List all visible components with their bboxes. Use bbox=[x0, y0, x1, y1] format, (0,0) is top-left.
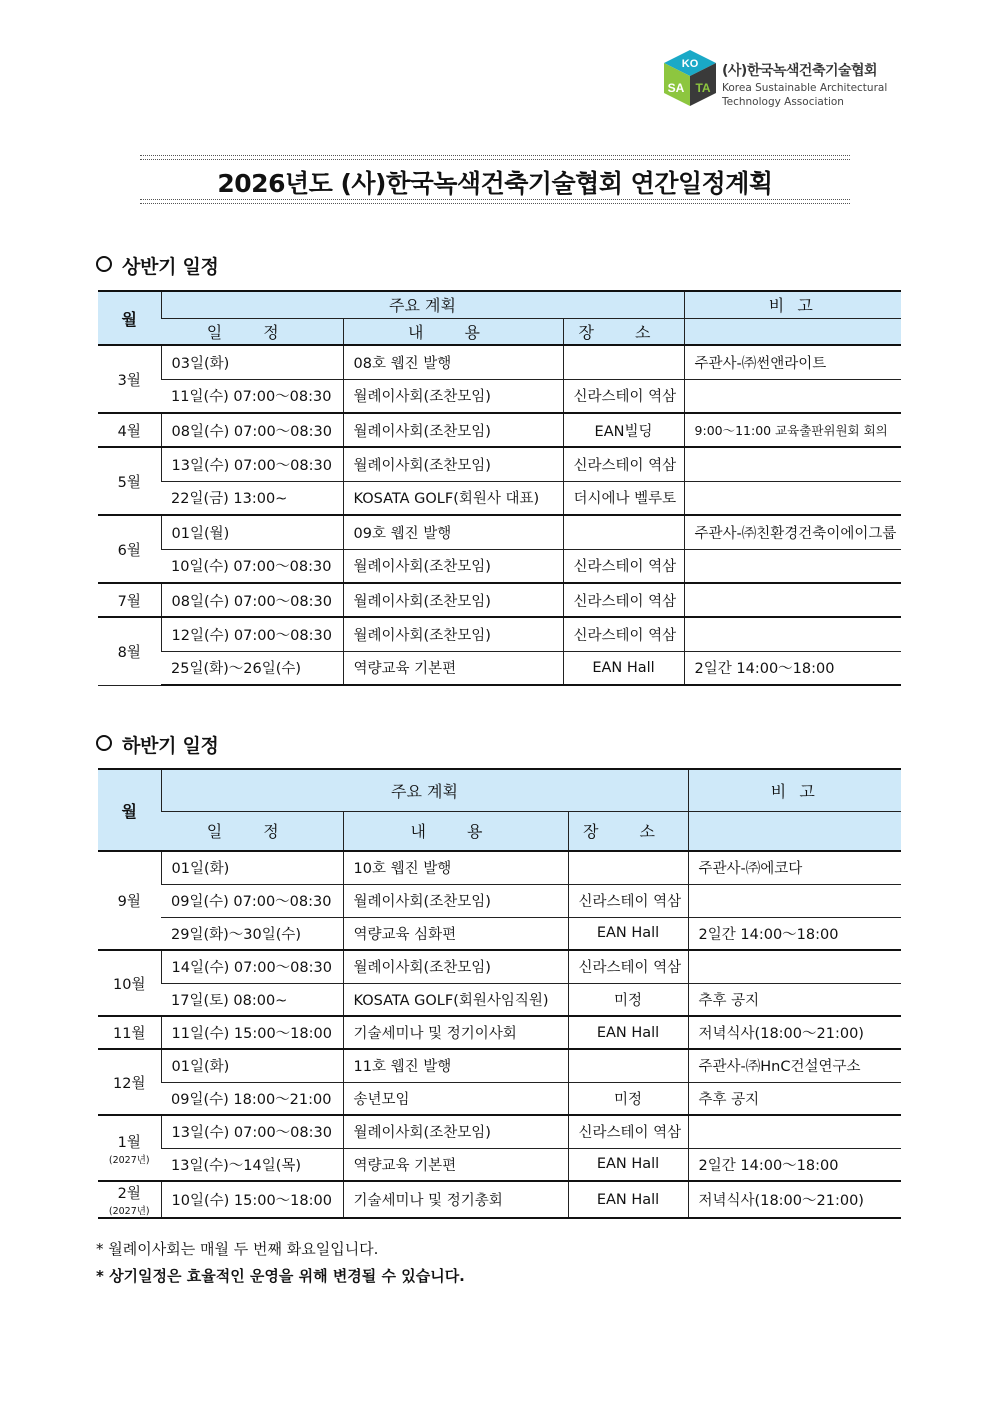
first-half-body bbox=[98, 345, 901, 685]
place-cell: 신라스테이 역삼 bbox=[568, 884, 688, 917]
month-label: 10월 bbox=[113, 976, 146, 993]
table-row bbox=[98, 950, 901, 983]
month-label: 6월 bbox=[117, 542, 141, 559]
logo-name-en-2: Technology Association bbox=[722, 96, 844, 108]
header-content: 내 용 bbox=[343, 318, 563, 345]
table-row bbox=[98, 651, 901, 685]
note-cell bbox=[684, 617, 901, 651]
content-cell: 11호 웹진 발행 bbox=[343, 1049, 568, 1082]
place-cell: 신라스테이 역삼 bbox=[563, 447, 684, 481]
second-half-schedule-table bbox=[98, 768, 901, 1219]
note-schedule-change: * 상기일정은 효율적인 운영을 위해 변경될 수 있습니다. bbox=[96, 1267, 465, 1285]
place-cell: 신라스테이 역삼 bbox=[563, 617, 684, 651]
table-row bbox=[98, 1016, 901, 1049]
title-rule bbox=[140, 159, 850, 160]
content-cell: 월례이사회(조찬모임) bbox=[343, 583, 563, 617]
note-cell: 추후 공지 bbox=[688, 983, 901, 1016]
second-half-body bbox=[98, 851, 901, 1218]
table-row bbox=[98, 549, 901, 583]
content-cell: 월례이사회(조찬모임) bbox=[343, 549, 563, 583]
second-half-heading-text: 하반기 일정 bbox=[122, 735, 219, 757]
content-cell: KOSATA GOLF(회원사임직원) bbox=[343, 983, 568, 1016]
date-cell: 03일(화) bbox=[161, 345, 343, 379]
association-logo bbox=[660, 48, 900, 118]
date-cell: 25일(화)～26일(수) bbox=[161, 651, 343, 685]
table-row bbox=[98, 851, 901, 884]
note-cell bbox=[684, 481, 901, 515]
header-note-empty bbox=[688, 811, 901, 851]
month-year-label: (2027년) bbox=[108, 1154, 150, 1166]
content-cell: 역량교육 기본편 bbox=[343, 651, 563, 685]
note-cell bbox=[684, 447, 901, 481]
month-cell bbox=[98, 1049, 161, 1115]
note-cell: 저녁식사(18:00～21:00) bbox=[688, 1181, 901, 1218]
title-rule bbox=[140, 203, 850, 204]
content-cell: 월례이사회(조찬모임) bbox=[343, 884, 568, 917]
circle-bullet-icon bbox=[96, 256, 112, 272]
date-cell: 14일(수) 07:00～08:30 bbox=[161, 950, 343, 983]
content-cell: 08호 웹진 발행 bbox=[343, 345, 563, 379]
note-cell: 2일간 14:00～18:00 bbox=[684, 651, 901, 685]
date-cell: 10일(수) 15:00～18:00 bbox=[161, 1181, 343, 1218]
place-cell: EAN Hall bbox=[568, 1181, 688, 1218]
table-row bbox=[98, 1082, 901, 1115]
first-half-schedule-table bbox=[98, 290, 901, 686]
content-cell: 09호 웹진 발행 bbox=[343, 515, 563, 549]
month-label: 9월 bbox=[117, 894, 141, 910]
place-cell: 신라스테이 역삼 bbox=[568, 1115, 688, 1148]
table-row bbox=[98, 515, 901, 549]
note-cell: 9:00～11:00 교육출판위원회 회의 bbox=[684, 413, 901, 447]
place-cell: EAN Hall bbox=[563, 651, 684, 685]
place-cell bbox=[563, 345, 684, 379]
table-row bbox=[98, 1049, 901, 1082]
date-cell: 08일(수) 07:00～08:30 bbox=[161, 583, 343, 617]
month-label: 2월 bbox=[117, 1186, 141, 1202]
header-plan: 주요 계획 bbox=[161, 769, 688, 811]
note-cell bbox=[688, 1115, 901, 1148]
table-row bbox=[98, 1148, 901, 1181]
content-cell: 역량교육 심화편 bbox=[343, 917, 568, 950]
second-half-heading bbox=[96, 731, 219, 758]
date-cell: 12일(수) 07:00～08:30 bbox=[161, 617, 343, 651]
logo-name-ko: (사)한국녹색건축기술협회 bbox=[722, 63, 878, 79]
note-cell bbox=[688, 884, 901, 917]
month-cell bbox=[98, 583, 161, 617]
header-place: 장 소 bbox=[563, 318, 684, 345]
header-note-empty bbox=[684, 318, 901, 345]
table-row bbox=[98, 1181, 901, 1218]
date-cell: 01일(화) bbox=[161, 1049, 343, 1082]
date-cell: 01일(화) bbox=[161, 851, 343, 884]
note-cell: 주관사-㈜친환경건축이에이그룹 bbox=[684, 515, 901, 549]
month-label: 12월 bbox=[113, 1075, 146, 1092]
place-cell: EAN Hall bbox=[568, 917, 688, 950]
content-cell: 월례이사회(조찬모임) bbox=[343, 617, 563, 651]
content-cell: 기술세미나 및 정기총회 bbox=[343, 1181, 568, 1218]
place-cell: 신라스테이 역삼 bbox=[563, 583, 684, 617]
kosata-cube-icon bbox=[660, 48, 720, 116]
header-plan: 주요 계획 bbox=[161, 291, 684, 318]
logo-mark-ta: TA bbox=[695, 81, 711, 95]
title-rule bbox=[140, 155, 850, 156]
logo-name-en-1: Korea Sustainable Architectural bbox=[722, 82, 888, 94]
header-place: 장 소 bbox=[568, 811, 688, 851]
place-cell: EAN Hall bbox=[568, 1148, 688, 1181]
date-cell: 29일(화)～30일(수) bbox=[161, 917, 343, 950]
date-cell: 09일(수) 18:00～21:00 bbox=[161, 1082, 343, 1115]
month-cell bbox=[98, 1016, 161, 1049]
month-label: 7월 bbox=[117, 593, 141, 610]
month-cell bbox=[98, 515, 161, 583]
content-cell: 송년모임 bbox=[343, 1082, 568, 1115]
date-cell: 17일(토) 08:00~ bbox=[161, 983, 343, 1016]
header-date: 일 정 bbox=[161, 811, 343, 851]
header-date: 일 정 bbox=[161, 318, 343, 345]
header-month: 월 bbox=[98, 769, 161, 851]
date-cell: 13일(수) 07:00～08:30 bbox=[161, 1115, 343, 1148]
table-row bbox=[98, 447, 901, 481]
table-row bbox=[98, 884, 901, 917]
date-cell: 09일(수) 07:00～08:30 bbox=[161, 884, 343, 917]
place-cell bbox=[568, 851, 688, 884]
place-cell bbox=[568, 1049, 688, 1082]
page-title: 2026년도 (사)한국녹색건축기술협회 연간일정계획 bbox=[217, 169, 773, 198]
content-cell: 월례이사회(조찬모임) bbox=[343, 950, 568, 983]
circle-bullet-icon bbox=[96, 735, 112, 751]
month-label: 5월 bbox=[117, 474, 141, 491]
table-row bbox=[98, 345, 901, 379]
month-label: 3월 bbox=[117, 372, 141, 389]
table-row bbox=[98, 413, 901, 447]
content-cell: 기술세미나 및 정기이사회 bbox=[343, 1016, 568, 1049]
content-cell: 월례이사회(조찬모임) bbox=[343, 413, 563, 447]
first-half-heading bbox=[96, 252, 219, 279]
place-cell bbox=[563, 515, 684, 549]
date-cell: 11일(수) 15:00～18:00 bbox=[161, 1016, 343, 1049]
note-cell: 2일간 14:00～18:00 bbox=[688, 1148, 901, 1181]
note-board-meeting: * 월례이사회는 매월 두 번째 화요일입니다. bbox=[96, 1240, 379, 1258]
note-cell: 2일간 14:00～18:00 bbox=[688, 917, 901, 950]
place-cell: EAN빌딩 bbox=[563, 413, 684, 447]
table-row bbox=[98, 379, 901, 413]
month-cell bbox=[98, 413, 161, 447]
month-cell bbox=[98, 950, 161, 1016]
content-cell: 역량교육 기본편 bbox=[343, 1148, 568, 1181]
note-cell: 저녁식사(18:00～21:00) bbox=[688, 1016, 901, 1049]
header-note: 비 고 bbox=[684, 291, 901, 318]
place-cell: 신라스테이 역삼 bbox=[563, 379, 684, 413]
month-label: 11월 bbox=[113, 1026, 146, 1042]
date-cell: 10일(수) 07:00～08:30 bbox=[161, 549, 343, 583]
content-cell: 월례이사회(조찬모임) bbox=[343, 1115, 568, 1148]
table-row bbox=[98, 583, 901, 617]
date-cell: 08일(수) 07:00～08:30 bbox=[161, 413, 343, 447]
note-cell: 주관사-㈜에코다 bbox=[688, 851, 901, 884]
month-cell bbox=[98, 1115, 161, 1181]
month-label: 8월 bbox=[117, 644, 141, 661]
table-row bbox=[98, 917, 901, 950]
month-year-label: (2027년) bbox=[108, 1206, 150, 1217]
note-cell: 추후 공지 bbox=[688, 1082, 901, 1115]
month-label: 4월 bbox=[117, 423, 141, 440]
note-cell bbox=[684, 549, 901, 583]
place-cell: 신라스테이 역삼 bbox=[568, 950, 688, 983]
date-cell: 01일(월) bbox=[161, 515, 343, 549]
logo-mark-ko: KO bbox=[681, 58, 699, 70]
table-row bbox=[98, 481, 901, 515]
content-cell: 월례이사회(조찬모임) bbox=[343, 447, 563, 481]
note-cell: 주관사-㈜HnC건설연구소 bbox=[688, 1049, 901, 1082]
content-cell: 월례이사회(조찬모임) bbox=[343, 379, 563, 413]
note-cell bbox=[684, 379, 901, 413]
header-month: 월 bbox=[98, 291, 161, 345]
place-cell: 더시에나 벨루토 bbox=[563, 481, 684, 515]
first-half-heading-text: 상반기 일정 bbox=[122, 256, 219, 278]
logo-mark-sa: SA bbox=[667, 81, 685, 95]
table-row bbox=[98, 617, 901, 651]
date-cell: 11일(수) 07:00～08:30 bbox=[161, 379, 343, 413]
month-cell bbox=[98, 447, 161, 515]
content-cell: 10호 웹진 발행 bbox=[343, 851, 568, 884]
month-cell bbox=[98, 617, 161, 685]
month-label: 1월 bbox=[117, 1134, 141, 1151]
title-box bbox=[140, 155, 850, 207]
content-cell: KOSATA GOLF(회원사 대표) bbox=[343, 481, 563, 515]
header-note: 비 고 bbox=[688, 769, 901, 811]
date-cell: 13일(수)～14일(목) bbox=[161, 1148, 343, 1181]
date-cell: 13일(수) 07:00～08:30 bbox=[161, 447, 343, 481]
place-cell: 신라스테이 역삼 bbox=[563, 549, 684, 583]
place-cell: 미정 bbox=[568, 983, 688, 1016]
place-cell: EAN Hall bbox=[568, 1016, 688, 1049]
header-content: 내 용 bbox=[343, 811, 568, 851]
date-cell: 22일(금) 13:00~ bbox=[161, 481, 343, 515]
table-row bbox=[98, 983, 901, 1016]
place-cell: 미정 bbox=[568, 1082, 688, 1115]
month-cell bbox=[98, 1181, 161, 1218]
month-cell bbox=[98, 851, 161, 950]
note-cell bbox=[688, 950, 901, 983]
month-cell bbox=[98, 345, 161, 413]
note-cell bbox=[684, 583, 901, 617]
table-row bbox=[98, 1115, 901, 1148]
note-cell: 주관사-㈜썬앤라이트 bbox=[684, 345, 901, 379]
title-rule bbox=[140, 199, 850, 200]
